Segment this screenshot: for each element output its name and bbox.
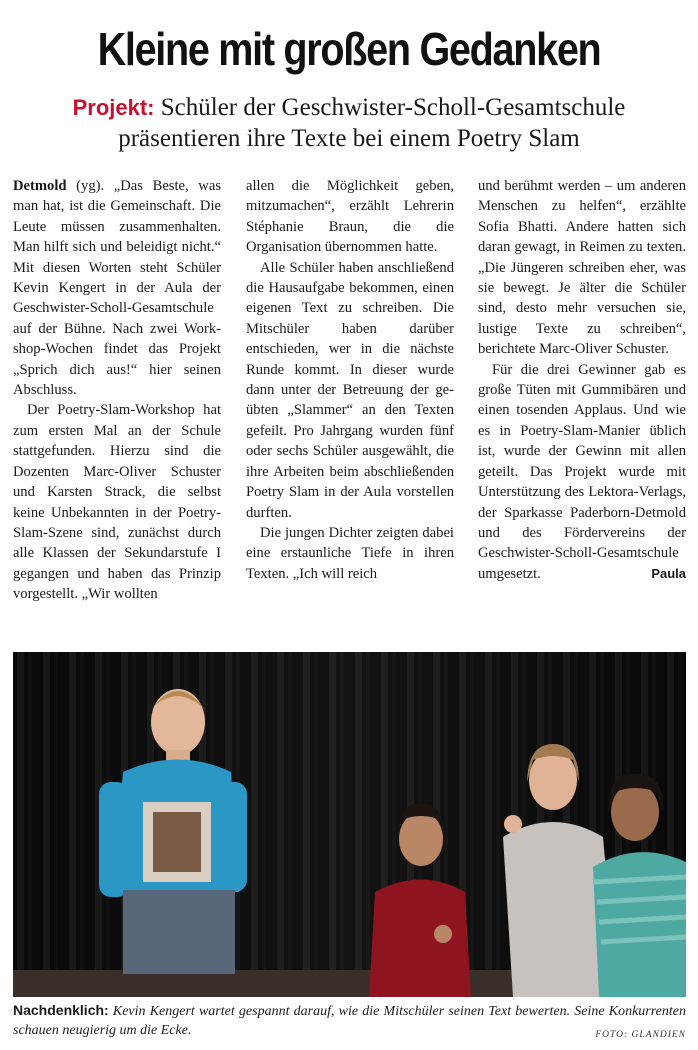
headline: Kleine mit großen Gedanken xyxy=(97,23,601,75)
subheadline xyxy=(0,92,698,154)
subhead-line-2: präsentieren ihre Texte bei einem Poetry Slam xyxy=(118,125,580,152)
paragraph: Die jungen Dichter zeigten dabei eine erstaunliche Tiefe in ihren Texten. „Ich will reich xyxy=(246,524,454,582)
photo-caption xyxy=(13,1001,686,1040)
dateline: Detmold xyxy=(13,178,67,194)
paragraph: Der Poetry-Slam-Workshop hat zum ersten Mal an der Schule stattgefunden. Hierzu sind die Dozenten Marc-Oliver Schuster und Karsten Strack, die selbst keine Unbekannten in der Poetry-Slam-Szene sind, zunächst durch alle Klassen der Sekundarstufe I gegangen und haben das Prinzip vorgestellt. „Wir wollten xyxy=(13,402,221,603)
paragraph xyxy=(13,176,221,400)
caption-text: Kevin Kengert wartet gespannt darauf, wie die Mitschüler seinen Text bewerten. Seine Konkurrenten schauen neugierig um die Ecke. xyxy=(13,1004,686,1038)
photo-credit: FOTO: GLANDIEN xyxy=(595,1030,686,1040)
subhead-line-1 xyxy=(0,92,698,123)
paragraph: und berühmt werden – um anderen Menschen zu helfen“, erzählte Sofia Bhatti. Andere hatten sich daran gewagt, in Reimen zu texten. „Die Jüngeren schreiben eher, was sie bewegt. Je älter die Schüler sind, desto mehr versuchen sie, lustige Texte zu schreiben“, berichtete Marc-Oliver Schuster. xyxy=(478,178,686,358)
article-column-3 xyxy=(478,176,686,584)
subhead-text-1: Schüler der Geschwister-Scholl-Gesamtschule xyxy=(154,94,626,121)
caption-label: Nachdenklich: xyxy=(13,1002,109,1018)
paragraph xyxy=(478,360,686,584)
article-column-2 xyxy=(246,176,454,584)
author-byline: Paula xyxy=(651,565,686,581)
paragraph: allen die Möglichkeit geben, mitzumachen“, erzählt Lehrerin Stéphanie Braun, die die Organisation übernommen hatte. xyxy=(246,178,454,256)
paragraph: Alle Schüler haben anschließend die Hausaufgabe bekommen, einen eigenen Text zu schreiben. Die Mitschüler haben darüber entschieden, wer in die nächste Runde kommt. In dieser wurde dann unter der Betreuung der geübten „Slammer“ an den Texten gefeilt. Pro Jahrgang wurden fünf oder sechs Schüler ausgewählt, die ihre Arbeiten beim abschließenden Poetry Slam in der Aula vorstellen durften. xyxy=(246,259,454,521)
paragraph-text: (yg). „Das Beste, was man hat, ist die Gemeinschaft. Die Leute müssen zusammenhalten. Man hilft sich und beleidigt nicht.“ Mit diesen Worten steht Schüler Kevin Kengert in der Aula der Geschwister-Scholl-Gesamtschule auf der Bühne. Nach zwei Workshop-Wochen findet das Projekt „Sprich dich aus!“ hier seinen Abschluss. xyxy=(13,178,221,399)
article-column-1 xyxy=(13,176,221,605)
article-photo xyxy=(13,652,686,997)
kicker: Projekt: xyxy=(72,95,155,120)
stage-photo-illustration xyxy=(13,652,686,997)
paragraph-text: Für die drei Gewinner gab es große Tüten mit Gummibären und einen tosenden Applaus. Und wie es in Poetry-Slam-Manier üblich ist, wurde der Gewinn mit allen geteilt. Das Projekt wurde mit Unterstützung des Lektora-Verlags, der Sparkasse Paderborn-Detmold und des Fördervereins der Geschwister-Scholl-Gesamtschule umgesetzt. xyxy=(478,361,686,582)
